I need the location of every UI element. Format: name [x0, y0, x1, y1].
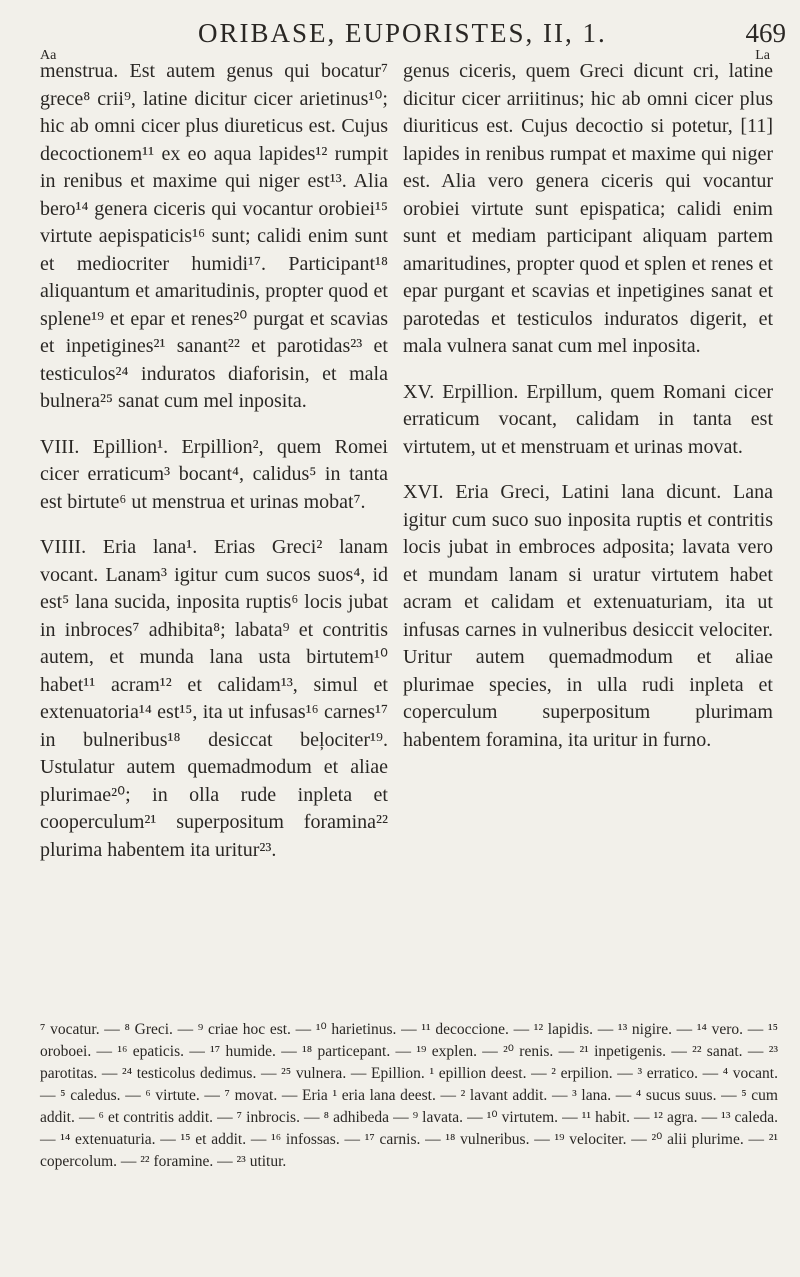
right-section-xv: XV. Erpillion. Erpillum, quem Romani cicer erraticum vocant, calidam in tanta est virtutem, ut et menstruam et urinas movat.: [403, 380, 773, 458]
right-column-text: [403, 58, 773, 754]
left-column-marker: Aa: [40, 48, 57, 63]
footnotes: ⁷ vocatur. — ⁸ Greci. — ⁹ criae hoc est. — ¹⁰ harietinus. — ¹¹ decoccione. — ¹² lapidis. — ¹³ nigire. — ¹⁴ vero. — ¹⁵ oroboei. — ¹⁶ epaticis. — ¹⁷ humide. — ¹⁸ particepant. — ¹⁹ explen. — ²⁰ renis. — ²¹ inpetigenis. — ²² sanat. — ²³ parotitas. — ²⁴ testicolus dedimus. — ²⁵ vulnera. — Epillion. ¹ epillion deest. — ² erpilion. — ³ erratico. — ⁴ vocant. — ⁵ caledus. — ⁶ virtute. — ⁷ movat. — Eria ¹ eria lana deest. — ² lavant addit. — ³ lana. — ⁴ sucus suus. — ⁵ cum addit. — ⁶ et contritis addit. — ⁷ inbrocis. — ⁸ adhibeda — ⁹ lavata. — ¹⁰ virtutem. — ¹¹ habit. — ¹² agra. — ¹³ caleda. — ¹⁴ extenuaturia. — ¹⁵ et addit. — ¹⁶ infossas. — ¹⁷ carnis. — ¹⁸ vulneribus. — ¹⁹ velociter. — ²⁰ alii plurime. — ²¹ copercolum. — ²² foramine. — ²³ utitur.: [40, 1021, 778, 1170]
right-column-marker: La: [755, 48, 770, 63]
left-section-viii: VIII. Epillion¹. Erpillion², quem Romei cicer erraticum³ bocant⁴, calidus⁵ in tanta est birtute⁶ ut menstrua et urinas mobat⁷.: [40, 435, 388, 513]
left-section-viiii: VIIII. Eria lana¹. Erias Greci² lanam vocant. Lanam³ igitur cum sucos suos⁴, id est⁵ lana sucida, inposita ruptis⁶ locis jubat in inbroces⁷ adhibita⁸; labata⁹ et contritis autem, et munda lana usta birtutem¹⁰ habet¹¹ acram¹² et calidam¹³, simul et extenuatoria¹⁴ est¹⁵, ita ut infusas¹⁶ carnes¹⁷ in bulneribus¹⁸ desiccat beļociter¹⁹. Ustulatur autem quemadmodum et aliae plurimae²⁰; in olla rude inpleta et cooperculum²¹ superpositum foramina²² plurima habentem ita uritur²³.: [40, 536, 388, 861]
left-paragraph-continuation: menstrua. Est autem genus qui bocatur⁷ grece⁸ crii⁹, latine dicitur cicer arietinus¹⁰; hic ab omni cicer plus diureticus est. Cujus decoctionem¹¹ ex eo aqua lapides¹² rumpit in renibus et maxime qui niger est¹³. Alia bero¹⁴ genera ciceris qui vocantur orobiei¹⁵ virtute aepispaticis¹⁶ sunt; calidi enim sunt et mediocriter humidi¹⁷. Participant¹⁸ aliquantum et amaritudinis, propter quod et splene¹⁹ et epar et renes²⁰ purgat et scavias et inpetigines²¹ sanant²² et parotidas²³ et testiculos²⁴ induratos diaforisin, et mala bulnera²⁵ sanat cum mel inposita.: [40, 60, 388, 412]
page-number: 469: [745, 18, 786, 48]
right-paragraph-continuation: genus ciceris, quem Greci dicunt cri, latine dicitur cicer arriitinus; hic ab omni cicer plus diuriticus est. Cujus decoctio si potetur, [11] lapides in renibus rumpat et maxime qui niger est. Alia vero genera ciceris qui vocantur orobiei virtute sunt epispatica; calidi enim sunt et mediam participant aliquam partem amaritudines, propter quod et splen et renes et epar purgant et scavias et inpetigines sanat et parotedas et testiculos induratos digerit, et mala vulnera sanat cum mel inposita.: [403, 60, 773, 357]
page-header: [0, 18, 800, 58]
right-section-xvi: XVI. Eria Greci, Latini lana dicunt. Lana igitur cum suco suo inposita ruptis et contritis locis jubat in embroces adposita; lavata vero et mundam lanam si uratur virtutem habet acram et calidam et extenuaturiam, ita ut infusas carnes in vulneribus desiccit velociter. Uritur autem quemadmodum et aliae plurimae species, in ulla rudi inpleta et coperculum superpositum plurimam habentem foramina, ita uritur in furno.: [403, 481, 773, 751]
running-title: ORIBASE, EUPORISTES, II, 1.: [198, 18, 607, 48]
left-column-text: [40, 58, 388, 864]
